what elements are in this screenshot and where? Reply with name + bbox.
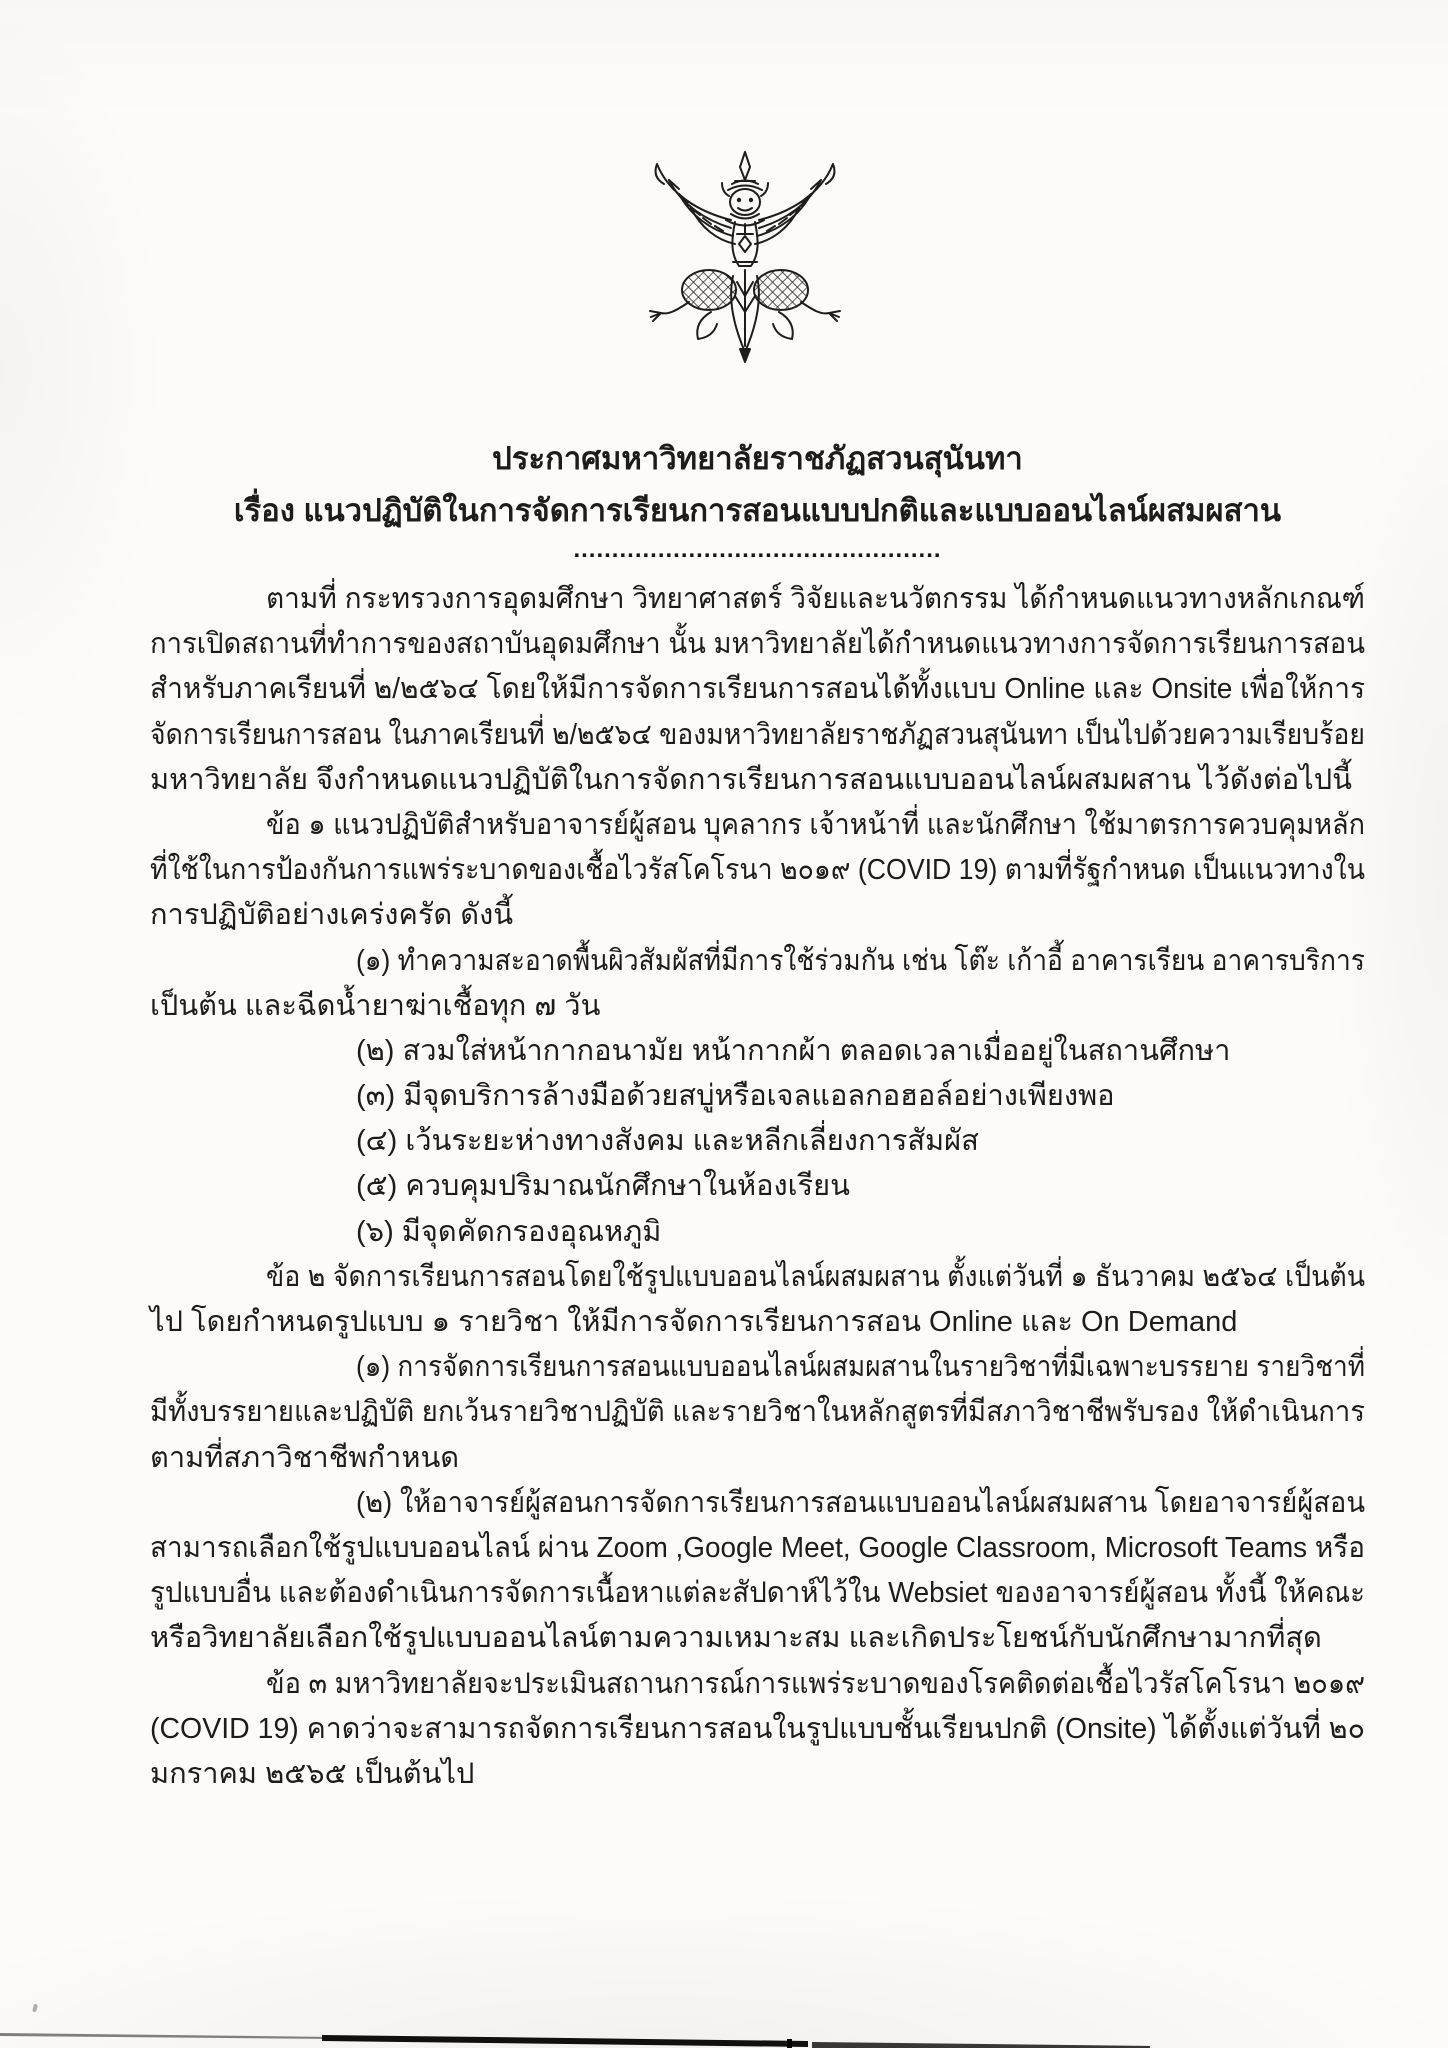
text-line: จัดการเรียนการสอน ในภาคเรียนที่ ๒/๒๕๖๔ ของมหาวิทยาลัยราชภัฏสวนสุนันทา เป็นไปด้วยความเรียบร้อย <box>150 718 1365 751</box>
garuda-emblem-icon <box>639 148 851 380</box>
text-line: รูปแบบอื่น และต้องดำเนินการจัดการเนื้อหาแต่ละสัปดาห์ไว้ใน Websiet ของอาจารย์ผู้สอน ทั้งนี้ ให้คณะ <box>150 1577 1366 1610</box>
text-line: มีทั้งบรรยายและปฏิบัติ ยกเว้นรายวิชาปฏิบัติ และรายวิชาในหลักสูตรที่มีสภาวิชาชีพรับรอง ให้ดำเนินการ <box>150 1396 1366 1429</box>
document-subject-line: เรื่อง แนวปฏิบัติในการจัดการเรียนการสอนแบบปกติและแบบออนไลน์ผสมผสาน <box>233 493 1282 528</box>
dotted-separator: ................................................ <box>573 536 942 563</box>
text-line: ตามที่สภาวิชาชีพกำหนด <box>150 1441 460 1474</box>
text-line: การปฏิบัติอย่างเคร่งครัด ดังนี้ <box>150 899 514 932</box>
text-line: สำหรับภาคเรียนที่ ๒/๒๕๖๔ โดยให้มีการจัดการเรียนการสอนได้ทั้งแบบ Online และ Onsite เพื่อให้การ <box>150 673 1366 706</box>
text-line: ข้อ ๒ จัดการเรียนการสอนโดยใช้รูปแบบออนไลน์ผสมผสาน ตั้งแต่วันที่ ๑ ธันวาคม ๒๕๖๔ เป็นต้น <box>266 1260 1365 1293</box>
text-line: สามารถเลือกใช้รูปแบบออนไลน์ ผ่าน Zoom ,Google Meet, Google Classroom, Microsoft Teams หรือ <box>150 1531 1365 1564</box>
text-line: (๔) เว้นระยะห่างทางสังคม และหลีกเลี่ยงการสัมผัส <box>356 1125 979 1158</box>
text-line: มหาวิทยาลัย จึงกำหนดแนวปฏิบัติในการจัดการเรียนการสอนแบบออนไลน์ผสมผสาน ไว้ดังต่อไปนี้ <box>150 763 1352 796</box>
document-title: ประกาศมหาวิทยาลัยราชภัฏสวนสุนันทา <box>492 441 1023 476</box>
text-line: ไป โดยกำหนดรูปแบบ ๑ รายวิชา ให้มีการจัดการเรียนการสอน Online และ On Demand <box>150 1306 1238 1338</box>
text-line: ข้อ ๓ มหาวิทยาลัยจะประเมินสถานการณ์การแพร่ระบาดของโรคติดต่อเชื้อไวรัสโคโรนา ๒๐๑๙ <box>266 1667 1366 1700</box>
text-line: (๑) ทำความสะอาดพื้นผิวสัมผัสที่มีการใช้ร่วมกัน เช่น โต๊ะ เก้าอี้ อาคารเรียน อาคารบริการ <box>356 944 1365 977</box>
text-line: (COVID 19) คาดว่าจะสามารถจัดการเรียนการสอนในรูปแบบชั้นเรียนปกติ (Onsite) ได้ตั้งแต่วันที่ ๒๐ <box>150 1712 1365 1745</box>
document-body <box>150 577 1365 1797</box>
text-line: มกราคม ๒๕๖๕ เป็นต้นไป <box>150 1757 475 1790</box>
text-line: (๕) ควบคุมปริมาณนักศึกษาในห้องเรียน <box>356 1170 850 1203</box>
text-line: การเปิดสถานที่ทำการของสถาบันอุดมศึกษา นั้น มหาวิทยาลัยได้กำหนดแนวทางการจัดการเรียนการสอน <box>150 628 1366 661</box>
scan-edge-artifact <box>0 2026 1448 2048</box>
text-line: เป็นต้น และฉีดน้ำยาฆ่าเชื้อทุก ๗ วัน <box>150 989 601 1022</box>
text-line: ที่ใช้ในการป้องกันการแพร่ระบาดของเชื้อไวรัสโคโรนา ๒๐๑๙ (COVID 19) ตามที่รัฐกำหนด เป็นแนวทางใน <box>150 854 1365 887</box>
scan-speck <box>32 2004 38 2013</box>
text-line: ตามที่ กระทรวงการอุดมศึกษา วิทยาศาสตร์ วิจัยและนวัตกรรม ได้กำหนดแนวทางหลักเกณฑ์ <box>266 583 1366 615</box>
text-line: (๒) ให้อาจารย์ผู้สอนการจัดการเรียนการสอนแบบออนไลน์ผสมผสาน โดยอาจารย์ผู้สอน <box>356 1486 1366 1519</box>
text-line: ข้อ ๑ แนวปฏิบัติสำหรับอาจารย์ผู้สอน บุคลากร เจ้าหน้าที่ และนักศึกษา ใช้มาตรการควบคุมหลัก <box>266 808 1366 841</box>
text-line: (๒) สวมใส่หน้ากากอนามัย หน้ากากผ้า ตลอดเวลาเมื่ออยู่ในสถานศึกษา <box>356 1034 1231 1067</box>
text-line: (๓) มีจุดบริการล้างมือด้วยสบู่หรือเจลแอลกอฮอล์อย่างเพียงพอ <box>356 1080 1115 1113</box>
text-line: (๖) มีจุดคัดกรองอุณหภูมิ <box>356 1215 662 1248</box>
text-line: (๑) การจัดการเรียนการสอนแบบออนไลน์ผสมผสานในรายวิชาที่มีเฉพาะบรรยาย รายวิชาที่ <box>356 1351 1365 1384</box>
text-line: หรือวิทยาลัยเลือกใช้รูปแบบออนไลน์ตามความเหมาะสม และเกิดประโยชน์กับนักศึกษามากที่สุด <box>150 1622 1322 1655</box>
